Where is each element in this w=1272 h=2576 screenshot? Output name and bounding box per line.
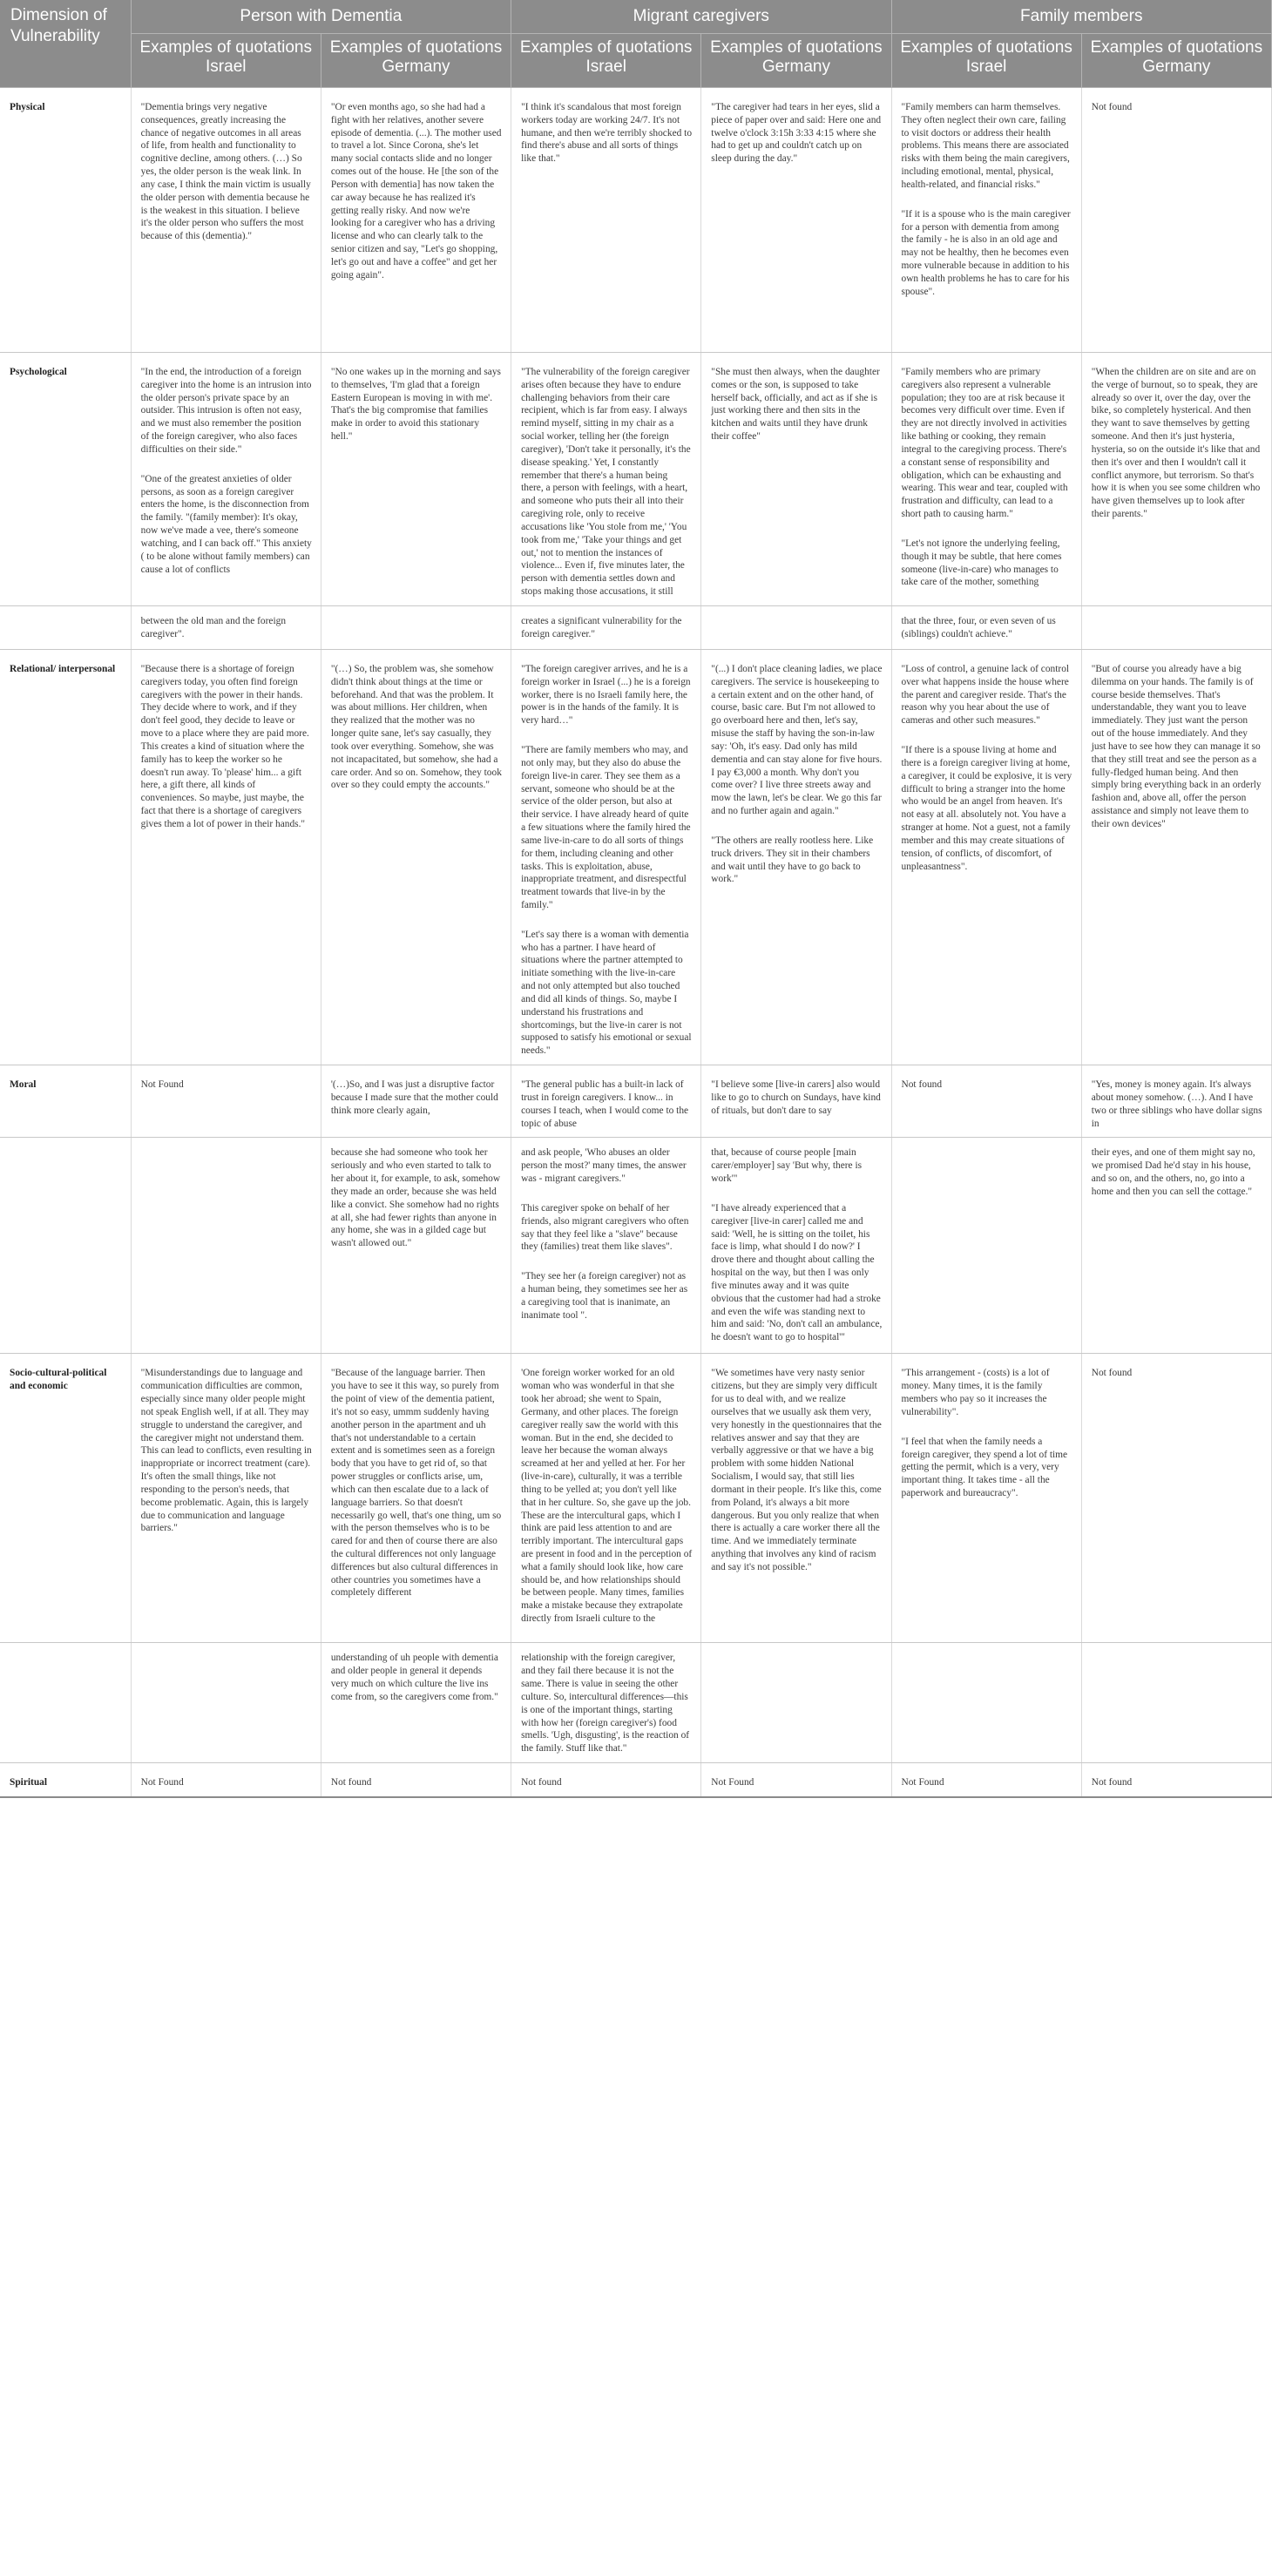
- quote-cell-mc-israel: [511, 605, 701, 649]
- quotation: because she had someone who took her seriously and who even started to talk to her about it, for example, to ask, somehow they made an order, because she was held like a convict. She somehow had no rights at all, she had fewer rights than anyone in any home, she was in a gilded cage but wasn't allowed out.": [330, 1147, 501, 1249]
- quotation: Not Found: [901, 1777, 944, 1788]
- table-row: [0, 1138, 1272, 1354]
- quotation: "I have already experienced that a caregiver [live-in carer] called me and said: 'Well, he is sitting on the toilet, his face is limp, what should I do now?' I drove there and thought about calling the hospital on the way, but then I was only five minutes away and it was quite obvious that the customer had had a stroke and even the wife was standing next to him and said: 'No, don't call an ambulance, he doesn't want to go to hospital'": [711, 1202, 883, 1343]
- quote-cell-pwd-israel: [131, 605, 321, 649]
- quote-cell-fm-israel: [891, 1354, 1081, 1643]
- quote-cell-pwd-germany: [321, 353, 511, 606]
- header-group-person-with-dementia: Person with Dementia: [131, 0, 511, 34]
- quote-cell-fm-israel: [891, 353, 1081, 606]
- quote-cell-mc-germany: [701, 605, 891, 649]
- quotation: "Let's say there is a woman with dementia who has a partner. I have heard of situations where the partner attempted to initiate something with the live-in-care and not only attempted but also touched and did all kinds of things. So, maybe I understand his frustrations and shortcomings, but the live-in carer is not supposed to satisfy his emotional or sexual needs.": [521, 929, 692, 1057]
- quotation: "I believe some [live-in carers] also would like to go to church on Sundays, have kind of rituals, but don't dare to say: [711, 1079, 881, 1116]
- quote-cell-pwd-israel: [131, 1643, 321, 1763]
- quote-cell-pwd-israel: [131, 88, 321, 353]
- dimension-cell: Psychological: [0, 353, 131, 606]
- quote-cell-mc-germany: [701, 1763, 891, 1797]
- quote-cell-pwd-israel: [131, 649, 321, 1065]
- header-dimension: Dimension of Vulnerability: [0, 0, 131, 88]
- dimension-cell: [0, 605, 131, 649]
- header-group-family-members: Family members: [891, 0, 1271, 34]
- quotation: that, because of course people [main carer/employer] say 'But why, there is work'": [711, 1147, 863, 1185]
- quotation: "No one wakes up in the morning and says to themselves, 'I'm glad that a foreign Eastern European is moving in with me'. That's the big compromise that families make in order to avoid this stationary hell.": [330, 367, 501, 443]
- table-row: [0, 605, 1272, 649]
- quotation: "(…) So, the problem was, she somehow didn't think about things at the time or beforehand. And that was the problem. It was about millions. Her children, when they realized that the mother was no longer quite sane, let's say casually, they took over everything. Somehow, she was not incapacitated, but somehow, she had a care order. And so on. Somehow, they took over so they could empty the accounts.": [330, 663, 502, 791]
- dimension-cell: [0, 1643, 131, 1763]
- quote-cell-mc-germany: [701, 1138, 891, 1354]
- quote-cell-fm-germany: [1081, 1763, 1271, 1797]
- subheader-pwd-germany: Examples of quotations Germany: [321, 34, 511, 88]
- quote-cell-fm-israel: [891, 1138, 1081, 1354]
- quote-cell-pwd-germany: [321, 649, 511, 1065]
- quotation: "We sometimes have very nasty senior citizens, but they are simply very difficult for us to deal with, and we realize ourselves that we usually ask them very, very honestly in the questionnaires that the relatives answer and say that they are verbally aggressive or that we have a big problem with some hidden National Socialism, I would say, that still lies dormant in their people. It's like this, come from Poland, it's always a bit more dangerous. But you only realize that when there is actually a care worker there all the time. And we immediately terminate anything that involves any kind of racism and say it's not possible.": [711, 1368, 882, 1572]
- quote-cell-fm-germany: [1081, 605, 1271, 649]
- quotation: Not found: [1091, 102, 1133, 112]
- quote-cell-mc-israel: [511, 353, 701, 606]
- subheader-fm-germany: Examples of quotations Germany: [1081, 34, 1271, 88]
- quotation: "Because there is a shortage of foreign caregivers today, you often find foreign caregivers with the power in their hands. They decide where to work, and if they don't feel good, they decide to leave or move to a place where they are paid more. This creates a kind of situation where the family has to keep the worker so he doesn't run away. To 'please' him... a gift here, a gift there, all kinds of conveniences. So maybe, just maybe, the fact that there is a shortage of caregivers gives them a lot of power in their hands.": [140, 663, 309, 829]
- quote-cell-mc-israel: [511, 1763, 701, 1797]
- header-group-migrant-caregivers: Migrant caregivers: [511, 0, 891, 34]
- quotation: "The general public has a built-in lack of trust in foreign caregivers. I know... in courses I teach, when I would come to the topic of abuse: [521, 1079, 689, 1129]
- quote-cell-mc-germany: [701, 1643, 891, 1763]
- table-header: [0, 0, 1272, 88]
- quotation: "But of course you already have a big dilemma on your hands. The family is of course beside themselves. That's understandable, they want you to leave immediately. They just want the person out of the house immediately. And they just have to see how they can manage it so that they still treat and see the person as a fully-fledged human being. And then simply bring everything back in an orderly fashion and, above all, offer the person assistance and simply not leave them to their own devices": [1091, 663, 1262, 829]
- quote-cell-pwd-germany: [321, 1138, 511, 1354]
- quote-cell-mc-germany: [701, 1065, 891, 1138]
- quotation: Not Found: [140, 1777, 184, 1788]
- quote-cell-pwd-israel: [131, 353, 321, 606]
- subheader-pwd-israel: Examples of quotations Israel: [131, 34, 321, 88]
- quote-cell-mc-germany: [701, 1354, 891, 1643]
- quotation: "Or even months ago, so she had had a fight with her relatives, another severe episode of dementia. (...). The mother used to travel a lot. Since Corona, she's let many social contacts slide and no longer comes out of the house. He [the son of the Person with dementia] has now taken the car away because he has realized it's getting really risky. And now we're looking for a caregiver who has a driving license and who can clearly talk to the senior citizen and say, "Let's go shopping, let's go out and have a coffee" and get her going again".: [330, 102, 502, 281]
- quotation: "If there is a spouse living at home and there is a foreign caregiver living at home, a caregiver, it could be explosive, it is very difficult to bring a stranger into the home who would be an angel from heaven. It's not easy at all. absolutely not. You have a stranger at home. Not a guest, not a family member and this may create situations of tension, of conflicts, of discomfort, of unpleasantness".: [901, 745, 1072, 872]
- quote-cell-mc-israel: [511, 1065, 701, 1138]
- quotation: "The others are really rootless here. Like truck drivers. They sit in their chambers and wait until they have to go back to work.": [711, 835, 874, 885]
- quote-cell-mc-israel: [511, 1643, 701, 1763]
- subheader-mc-germany: Examples of quotations Germany: [701, 34, 891, 88]
- quotation: "There are family members who may, and not only may, but they also do abuse the foreign live-in carer. They see them as a servant, someone who should be at the service of the older person, but also at their service. I have already heard of quite a few situations where the family hired the same live-in-care to do all sorts of things for them, including cleaning and other tasks. This is exploitation, abuse, inappropriate treatment, and disrespectful treatment towards that live-in by the family.": [521, 745, 691, 910]
- quote-cell-fm-germany: [1081, 88, 1271, 353]
- quote-cell-fm-israel: [891, 1065, 1081, 1138]
- quotation: understanding of uh people with dementia and older people in general it depends very much on which culture the live ins come from, so the caregivers come from.": [330, 1653, 498, 1702]
- table-row: [0, 88, 1272, 353]
- dimension-cell: Moral: [0, 1065, 131, 1138]
- quote-cell-fm-germany: [1081, 1354, 1271, 1643]
- quote-cell-fm-germany: [1081, 1643, 1271, 1763]
- quotation: "If it is a spouse who is the main caregiver for a person with dementia from among the family - he is also in an old age and may not be healthy, then he becomes even more vulnerable because in addition to his own health problems he has to care for his spouse".: [901, 208, 1071, 297]
- table-row: [0, 1354, 1272, 1643]
- quotation: Not found: [521, 1777, 562, 1788]
- table-row: [0, 1763, 1272, 1797]
- quote-cell-pwd-germany: [321, 88, 511, 353]
- quote-cell-pwd-israel: [131, 1763, 321, 1797]
- quote-cell-fm-germany: [1081, 1065, 1271, 1138]
- quote-cell-fm-israel: [891, 605, 1081, 649]
- quote-cell-pwd-germany: [321, 605, 511, 649]
- quotation: This caregiver spoke on behalf of her friends, also migrant caregivers who often say that they feel like a "slave" because they (families) treat them like slaves".: [521, 1202, 689, 1253]
- quotation: Not found: [330, 1777, 372, 1788]
- quote-cell-fm-israel: [891, 1763, 1081, 1797]
- quotation: that the three, four, or even seven of us (siblings) couldn't achieve.": [901, 615, 1056, 639]
- quote-cell-pwd-germany: [321, 1763, 511, 1797]
- quote-cell-fm-germany: [1081, 353, 1271, 606]
- quotation: "This arrangement - (costs) is a lot of money. Many times, it is the family members who pay so it increases the vulnerability".: [901, 1368, 1050, 1417]
- quotation: "She must then always, when the daughter comes or the son, is supposed to take herself back, officially, and act as if she is just working there and then sits in the kitchen and waits until they have drunk their coffee": [711, 367, 880, 443]
- quotation: "Let's not ignore the underlying feeling, though it may be subtle, that here comes someone (live-in-care) who manages to take care of the mother, something: [901, 538, 1062, 588]
- quote-cell-pwd-germany: [321, 1643, 511, 1763]
- table-row: [0, 1643, 1272, 1763]
- table-row: [0, 1065, 1272, 1138]
- quote-cell-mc-germany: [701, 649, 891, 1065]
- quotation: 'One foreign worker worked for an old woman who was wonderful in that she took her abroad; she went to Spain, Germany, and other places. The foreign caregiver really saw the world with this woman. But in the end, she decided to leave her because the woman always screamed at her and yelled at her. For her (live-in-care), culturally, it was a terrible thing to be yelled at; you don't yell like that in her culture. So, she gave up the job. These are the intercultural gaps, which I think are paid less attention to and are terribly important. The intercultural gaps are present in food and in the perception of what a family should look like, how care should be, and how relationships should be between people. Many times, families make a mistake because they extrapolate directly from Israeli culture to the: [521, 1368, 693, 1625]
- quotation: "Yes, money is money again. It's always about money somehow. (…). And I have two or three siblings who have dollar signs in: [1091, 1079, 1262, 1129]
- quote-cell-pwd-germany: [321, 1065, 511, 1138]
- quotation: "Because of the language barrier. Then you have to see it this way, so purely from the point of view of the dementia patient, it's not so easy, ummm suddenly having another person in the apartment and uh that's not understandable to a certain extent and is sometimes seen as a foreign body that you have to get rid of, so that power struggles or conflicts arise, um, which can then escalate due to a lack of language barriers. So that doesn't necessarily go well, that's one thing, um so with the person themselves who is to be cared for and then of course there are also the cultural differences not only language differences but also cultural differences in other countries you sometimes have a completely different: [330, 1368, 502, 1599]
- quotation: "In the end, the introduction of a foreign caregiver into the home is an intrusion into the older person's private space by an outsider. This intrusion is often not easy, and we must also remember the position of the foreign caregiver, who also faces difficulties on their side.": [140, 367, 312, 455]
- quote-cell-pwd-israel: [131, 1354, 321, 1643]
- dimension-cell: Spiritual: [0, 1763, 131, 1797]
- quotation: their eyes, and one of them might say no, we promised Dad he'd stay in his house, and so on, and the others, no, go into a home and then you can sell the cottage.": [1091, 1147, 1255, 1197]
- quotation: '(…)So, and I was just a disruptive factor because I made sure that the mother could think more clearly again,: [330, 1079, 498, 1116]
- dimension-cell: [0, 1138, 131, 1354]
- quotation: Not found: [901, 1079, 943, 1091]
- quotation: between the old man and the foreign caregiver".: [140, 615, 287, 639]
- quotation: Not Found: [140, 1079, 184, 1091]
- dimension-cell: Socio-cultural-political and economic: [0, 1354, 131, 1643]
- quotation: "Dementia brings very negative consequences, greatly increasing the chance of negative outcomes in all areas of life, from health and functionality to cognitive decline, among others. (…) So yes, the older person is the weak link. In any case, I think the main victim is usually the older person with dementia because he is the weakest in this situation. I believe it's the older person who suffers the most because of this (dementia).": [140, 102, 311, 242]
- quote-cell-fm-germany: [1081, 1138, 1271, 1354]
- quotation: "One of the greatest anxieties of older persons, as soon as a foreign caregiver enters the home, is the disconnection from the family. "(family member): It's okay, now we've made a vee, there's someone watching, and I can back off." This anxiety ( to be alone without family members) can cause a lot of conflicts: [140, 473, 312, 575]
- quote-cell-pwd-germany: [321, 1354, 511, 1643]
- subheader-mc-israel: Examples of quotations Israel: [511, 34, 701, 88]
- quotation: and ask people, 'Who abuses an older person the most?' many times, the answer was - migrant caregivers.": [521, 1147, 687, 1185]
- quotation: creates a significant vulnerability for the foreign caregiver.": [521, 615, 682, 639]
- quotation: "The foreign caregiver arrives, and he is a foreign worker in Israel (...) he is a foreign worker, there is no Israeli family here, the power is in the hands of the family. It is very hard…": [521, 663, 691, 727]
- quotation: "Loss of control, a genuine lack of control over what happens inside the house where the parent and caregiver reside. That's the reason why you hear about the use of cameras and other such measures.": [901, 663, 1070, 727]
- quotation: "I think it's scandalous that most foreign workers today are working 24/7. It's not humane, and then we're terribly shocked to find there's abuse and all sorts of things like that.": [521, 102, 693, 165]
- quote-cell-mc-israel: [511, 649, 701, 1065]
- dimension-cell: Physical: [0, 88, 131, 353]
- table-body: [0, 88, 1272, 1797]
- quotation: relationship with the foreign caregiver, and they fail there because it is not the same. There is value in seeing the other culture. So, intercultural differences—this is one of the important things, starting with how her (foreign caregiver's) food smells. 'Ugh, disgusting', is the reaction of the family. Stuff like that.": [521, 1653, 690, 1755]
- quote-cell-mc-israel: [511, 1354, 701, 1643]
- quote-cell-fm-germany: [1081, 649, 1271, 1065]
- quotation: "Family members can harm themselves. They often neglect their own care, failing to visit doctors or address their health problems. This means there are associated risks with them being the main caregivers, including emotional, mental, physical, health-related, and financial risks.": [901, 102, 1070, 190]
- quotation: Not Found: [711, 1777, 754, 1788]
- quote-cell-mc-germany: [701, 88, 891, 353]
- quote-cell-pwd-israel: [131, 1065, 321, 1138]
- quotation: "I feel that when the family needs a foreign caregiver, they spend a lot of time getting the permit, which is a very, very important thing. It takes time - all the paperwork and bureaucracy".: [901, 1436, 1068, 1499]
- quotation: "The caregiver had tears in her eyes, slid a piece of paper over and said: Here one and twelve o'clock 3:15h 3:33 4:15 where she had to get up and couldn't catch up on sleep during the day.": [711, 102, 882, 165]
- quote-cell-fm-israel: [891, 88, 1081, 353]
- quotation: "The vulnerability of the foreign caregiver arises often because they have to endure challenging behaviors from their care recipient, which is far from easy. I always remind myself, sitting in my chair as a social worker, telling her (the foreign caregiver), 'Don't take it personally, it's the disease speaking.' Yet, I constantly remember that there's a human being there, a person with feelings, with a heart, and someone who puts their all into their caregiving role, only to receive accusations like 'You stole from me,' 'You took from me,' 'Take your things and get out,' not to mention the instances of violence... Even if, five minutes later, the person with dementia settles down and stops making those accusations, it still: [521, 367, 691, 598]
- quotation: Not found: [1091, 1777, 1133, 1788]
- quote-cell-fm-israel: [891, 1643, 1081, 1763]
- quotation: "(...) I don't place cleaning ladies, we place caregivers. The service is housekeeping to a certain extent and on the other hand, of course, basic care. But I'm not allowed to go overboard here and then, let's say, misuse the staff by having the son-in-law say: 'Oh, it's easy. Dad only has mild dementia and can stay alone for five hours. I pay €3,000 a month. Why don't you come over? I live three streets away and mow the lawn, let's be clear. We go this far and no further again and again.": [711, 663, 883, 817]
- quote-cell-mc-israel: [511, 1138, 701, 1354]
- subheader-fm-israel: Examples of quotations Israel: [891, 34, 1081, 88]
- dimension-cell: Relational/ interpersonal: [0, 649, 131, 1065]
- quotation: "Family members who are primary caregivers also represent a vulnerable population; they too are at risk because it becomes very difficult over time. Even if they are not directly involved in activities like bathing or cooking, they remain integral to the caregiving process. There's a constant sense of responsibility and obligation, which can be exhausting and wearing. This wear and tear, coupled with frustration and difficulty, can lead to a short path to causing harm.": [901, 367, 1068, 520]
- table-row: [0, 353, 1272, 606]
- quote-cell-fm-israel: [891, 649, 1081, 1065]
- quotation: Not found: [1091, 1368, 1133, 1379]
- table-row: [0, 649, 1272, 1065]
- quote-cell-mc-israel: [511, 88, 701, 353]
- quote-cell-pwd-israel: [131, 1138, 321, 1354]
- quotation: "Misunderstandings due to language and communication difficulties are common, especially since many older people might not speak English well, if at all. They may struggle to understand the caregiver, and the caregiver might not understand them. This can lead to conflicts, even resulting in inappropriate or incorrect treatment (care). It's often the small things, like not responding to the person's needs, that become problematic. Again, this is largely due to communication and language barriers.": [140, 1368, 312, 1534]
- quotation: "When the children are on site and are on the verge of burnout, so to speak, they are already so over it, over the day, over the bike, so completely hysterical. And then they want to save themselves by getting someone. And then it's just hysteria, hysteria, so on the outside it's like that and then it's over and then I wouldn't call it conflict anymore, but terrorism. So that's how it is when you see some children who have given themselves up to look after their parents.": [1091, 367, 1261, 520]
- quote-cell-mc-germany: [701, 353, 891, 606]
- quotation: "They see her (a foreign caregiver) not as a human being, they sometimes see her as a caregiving tool that is inanimate, an inanimate tool ".: [521, 1271, 688, 1321]
